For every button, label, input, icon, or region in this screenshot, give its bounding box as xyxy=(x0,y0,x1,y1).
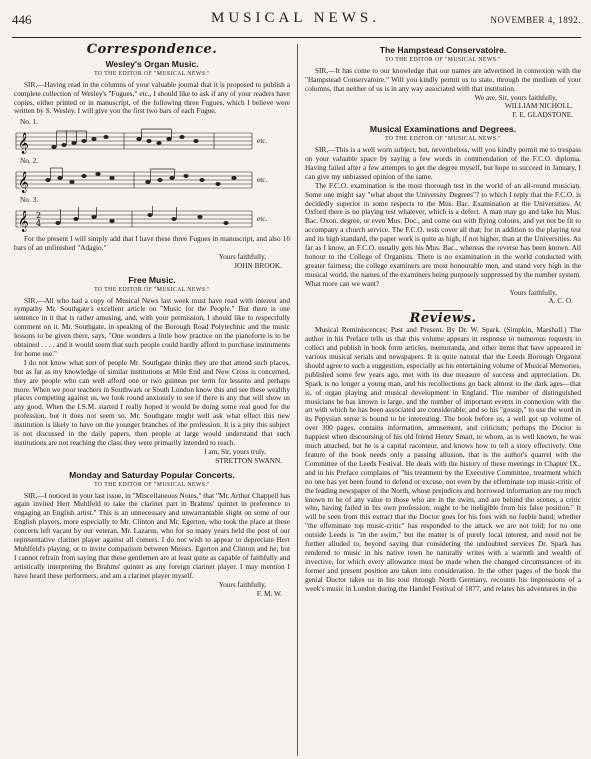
issue-date: NOVEMBER 4, 1892. xyxy=(490,15,581,25)
letter-body-wesley-after: For the present I will simply add that I have these three Fugues in manuscript, and also 16 bars of an unfinished "Adagio." xyxy=(14,234,290,252)
svg-text:2: 2 xyxy=(36,211,42,221)
music-example-2 xyxy=(14,157,290,194)
letter-body-free-music-2: I do not know what sort of people Mr. Southgate thinks they are that attend such places, but as far as my knowledge of similar institutions at Mile End and New Cross is concerned, they are people who can well afford one or two guineas per term for lessons and perhaps more. When we poor teachers in Southwark or South London know this and see these wealthy places competing against us, we look round anxiously to see if there is any that will show us any good. When the I.S.M. started I really hoped it would be doing some real good for the profession, but it does not seem so. Mr. Southgate might well ask what effect this new institution is likely to have on the younger branches of the profession. It is a pity this subject is not discussed in the daily papers, then people at large would understand that such institutions are not reaching the class they were primarily intended to reach. xyxy=(14,357,290,447)
closing: Yours faithfully, xyxy=(509,287,557,297)
signature: F. M. W. xyxy=(256,588,282,598)
left-column xyxy=(14,42,290,598)
column-divider xyxy=(297,44,298,756)
to-editor-line: TO THE EDITOR OF "MUSICAL NEWS." xyxy=(94,286,210,293)
svg-text:4: 4 xyxy=(36,219,42,229)
letter-title-hampstead: The Hampstead Conservatoire. xyxy=(379,45,507,55)
svg-text:𝄞: 𝄞 xyxy=(18,172,29,194)
right-column xyxy=(305,46,581,593)
page-number: 446 xyxy=(12,12,32,27)
staff-notation-3 xyxy=(14,205,254,233)
letter-body-wesley: SIR,—Having read in the columns of your valuable journal that it is proposed to publish a complete collection of Wesley's "Fugues," etc., I should like to ask if any of your readers have copies, either printed or in manuscript, of the following three Fugues, which I believe were written by S. Wesley. I will give you the first two bars of each Fugue. xyxy=(14,79,290,116)
correspondence-heading: Correspondence. xyxy=(86,42,218,57)
letter-body-hampstead: SIR,—It has come to our knowledge that our names are advertised in connexion with the "Hampstead Conservatoire." Will you kindly permit us to state, through the medium of your columns, that neither of us is in any way associated with that institution. xyxy=(305,65,581,93)
signature: JOHN BROOK. xyxy=(234,260,282,270)
signature-1: WILLIAM NICHOLL. xyxy=(504,101,573,111)
letter-body-popular-concerts: SIR,—I noticed in your last issue, in "Miscellaneous Notes," that "Mr. Arthur Chappell has again invited Herr Muhlfeld to take the clarinet part in Brahms' quintet in preference to engaging an English artist." This is an unnecessary and unwarrantable slight on some of our English players, more especially to Mr. Clinton and Mr. Egerton, who took the place at these concerts left vacant by our veteran, Mr. Lazarus, who for so many years held the post of our representative clarinet player against all comers. I do not wish to appear to depreciate Herr Muhlfeld's playing, or to invite comparison between Messrs. Egerton and Clinton and he; but I cannot refrain from saying that these gentlemen are at least quite as capable of faithfully and artistically interpreting the Brahms' quintet as any foreign clarinet player. I may mention I have heard these performers, and am a clarinet player myself. xyxy=(14,490,290,580)
closing: Yours faithfully, xyxy=(218,579,266,589)
to-editor-line: TO THE EDITOR OF "MUSICAL NEWS." xyxy=(385,136,501,143)
masthead-title: MUSICAL NEWS. xyxy=(211,10,380,26)
page-header xyxy=(0,0,591,38)
header-rule xyxy=(12,37,581,38)
etc-label: etc. xyxy=(257,174,268,184)
signature: STRETTON SWANN. xyxy=(215,455,282,465)
staff-notation-1 xyxy=(14,127,254,155)
etc-label: etc. xyxy=(257,135,268,145)
svg-text:𝄞: 𝄞 xyxy=(18,211,29,233)
signature-2: F. E. GLADSTONE. xyxy=(512,110,573,120)
letter-body-examinations-2: The F.C.O. examination is the most thorough test in the world of an all-round musician. Some one might say "what about the University Degrees"? to which I reply that the F.C.O. is decidedly superior in some respects to the Mus. Bac. Examination at the Universities. At Oxford there is no playing test whatever, which is a defect. A man may go and take his Mus. Bac. Oxon. degree, or even Mus. Doc., and come out with flying colours, and yet not be fit to accompany a church service. The F.C.O. tests cover all that; for in addition to the playing test and its high standard, the paper work is quite as high, if not higher, than at the Universities. As far as I know, an F.C.O. usually gets his Mus. Bac., whereas the reverse has been known. All honour to the College of Organists. There is no examination in the world conducted with greater fairness; the college examiners are most honourable men, and stand very high in the musical world, the names of the examiners being purposely suppressed by the number system. What more can we want? xyxy=(305,180,581,288)
letter-body-free-music-1: SIR,—All who had a copy of Musical News last week must have read with interest and sympathy Mr. Southgate's excellent article on "Music for the People." But there is one sentence in it that is rather amusing, and, with your permission, I should like to respectfully comment on it. Mr. Southgate, in speaking of the Borough Road Polytechnic and the music lessons to be given there, says, "One wonders a little how practice on the pianoforte is to be obtained . . . . and it would seem that such people could hardly afford to purchase instruments for home use." xyxy=(14,295,290,358)
music-example-3 xyxy=(14,196,290,233)
music-label: No. 2. xyxy=(20,156,39,166)
closing: Yours faithfully, xyxy=(218,251,266,261)
reviews-heading: Reviews. xyxy=(409,311,477,327)
to-editor-line: TO THE EDITOR OF "MUSICAL NEWS." xyxy=(94,70,210,77)
review-body: Musical Reminiscences; Past and Present. By Dr. W. Spark. (Simpkin, Marshall.) The author in his Preface tells us that this volume appears in response to numerous requests to collect and publish in book form articles, memoranda, and other items that have appeared in various musical serials and newspapers. It is quite natural that the Leeds Borough Organist should agree to such a suggestion, especially as his entertaining volume of Musical Memories, published some few years ago, met with its due measure of success and appreciation. Dr. Spark is no longer a young man, and his recollections go back almost to the dark ages—that is, of organ playing and musical development in England. The number of distinguished musicians he has known is large, and the number of important events in connexion with the art with which he has been associated are considerable; and so his "gossip," to use the word in its Pepysian sense is bound to be interesting. The book before us, a well got up volume of over 300 pages, contains information, amusement, and criticism; perhaps the Doctor is happiest when discoursing of his old friend Henry Smart, to whom, as is well known, he was much attached, but he is a capital raconteur, and knows how to tell a story effectively. One feature of the book needs only a passing allusion, that is the author's quarrel with the Committee of the Leeds Festival. He deals with the history of these meetings in Chapter IX., and in his Preface complains of "his treatment by the Executive Committee, treatment which no one has yet been found to defend or excuse, not even by the effeminate top music-critic of the leading newspaper of the North, whose prejudices and borrowed information are too much known to be of any value to those who are in the swim, and are behind the scenes, a critic who, having failed in his own profession, ought to be ineligible from his false position." It will be seen from this extract that the Doctor goes for his foes with no feeble hand; whether "the effeminate top music-critic" has responded to the attack we are not told; for no one outside Leeds is "in the swim," but the matter is of purely local interest, and need not be further alluded to, beyond saying that considering the undoubted services Dr. Spark has rendered to music in his native town he naturally writes with a warmth and wealth of invective, for which every allowance must be made when the changed circumstances of its former and present position are taken into consideration. In the other pages of the book the genial Doctor takes us in his tour through North Germany, recounts his impressions of a week's music in London during the Handel Festival of 1877, and relates his adventures in the xyxy=(305,325,581,593)
closing: We are, Sir, yours faithfully, xyxy=(474,92,557,102)
staff-notation-2 xyxy=(14,166,254,194)
music-label: No. 3. xyxy=(20,195,39,205)
svg-text:𝄞: 𝄞 xyxy=(18,133,29,155)
letter-title-examinations: Musical Examinations and Degrees. xyxy=(369,124,517,135)
signature: A. C. O. xyxy=(548,296,573,306)
closing: I am, Sir, yours truly, xyxy=(204,446,266,456)
music-example-1 xyxy=(14,118,290,155)
to-editor-line: TO THE EDITOR OF "MUSICAL NEWS." xyxy=(94,481,210,488)
etc-label: etc. xyxy=(257,213,268,223)
music-label: No. 1. xyxy=(20,117,39,127)
letter-title-free-music: Free Music. xyxy=(128,274,176,285)
letter-title-wesley: Wesley's Organ Music. xyxy=(105,58,199,69)
to-editor-line: TO THE EDITOR OF "MUSICAL NEWS." xyxy=(385,56,501,63)
letter-title-popular-concerts: Monday and Saturday Popular Concerts. xyxy=(69,469,235,480)
letter-body-examinations-1: SIR,—This is a well worn subject, but, nevertheless, will you kindly permit me to trespass on your valuable space by saying a few words in commendation of the F.C.O. diploma. Having failed after a few attempts to get the degree myself, but hope to succeed in January, I can give my unbiassed opinion of the same. xyxy=(305,145,581,181)
